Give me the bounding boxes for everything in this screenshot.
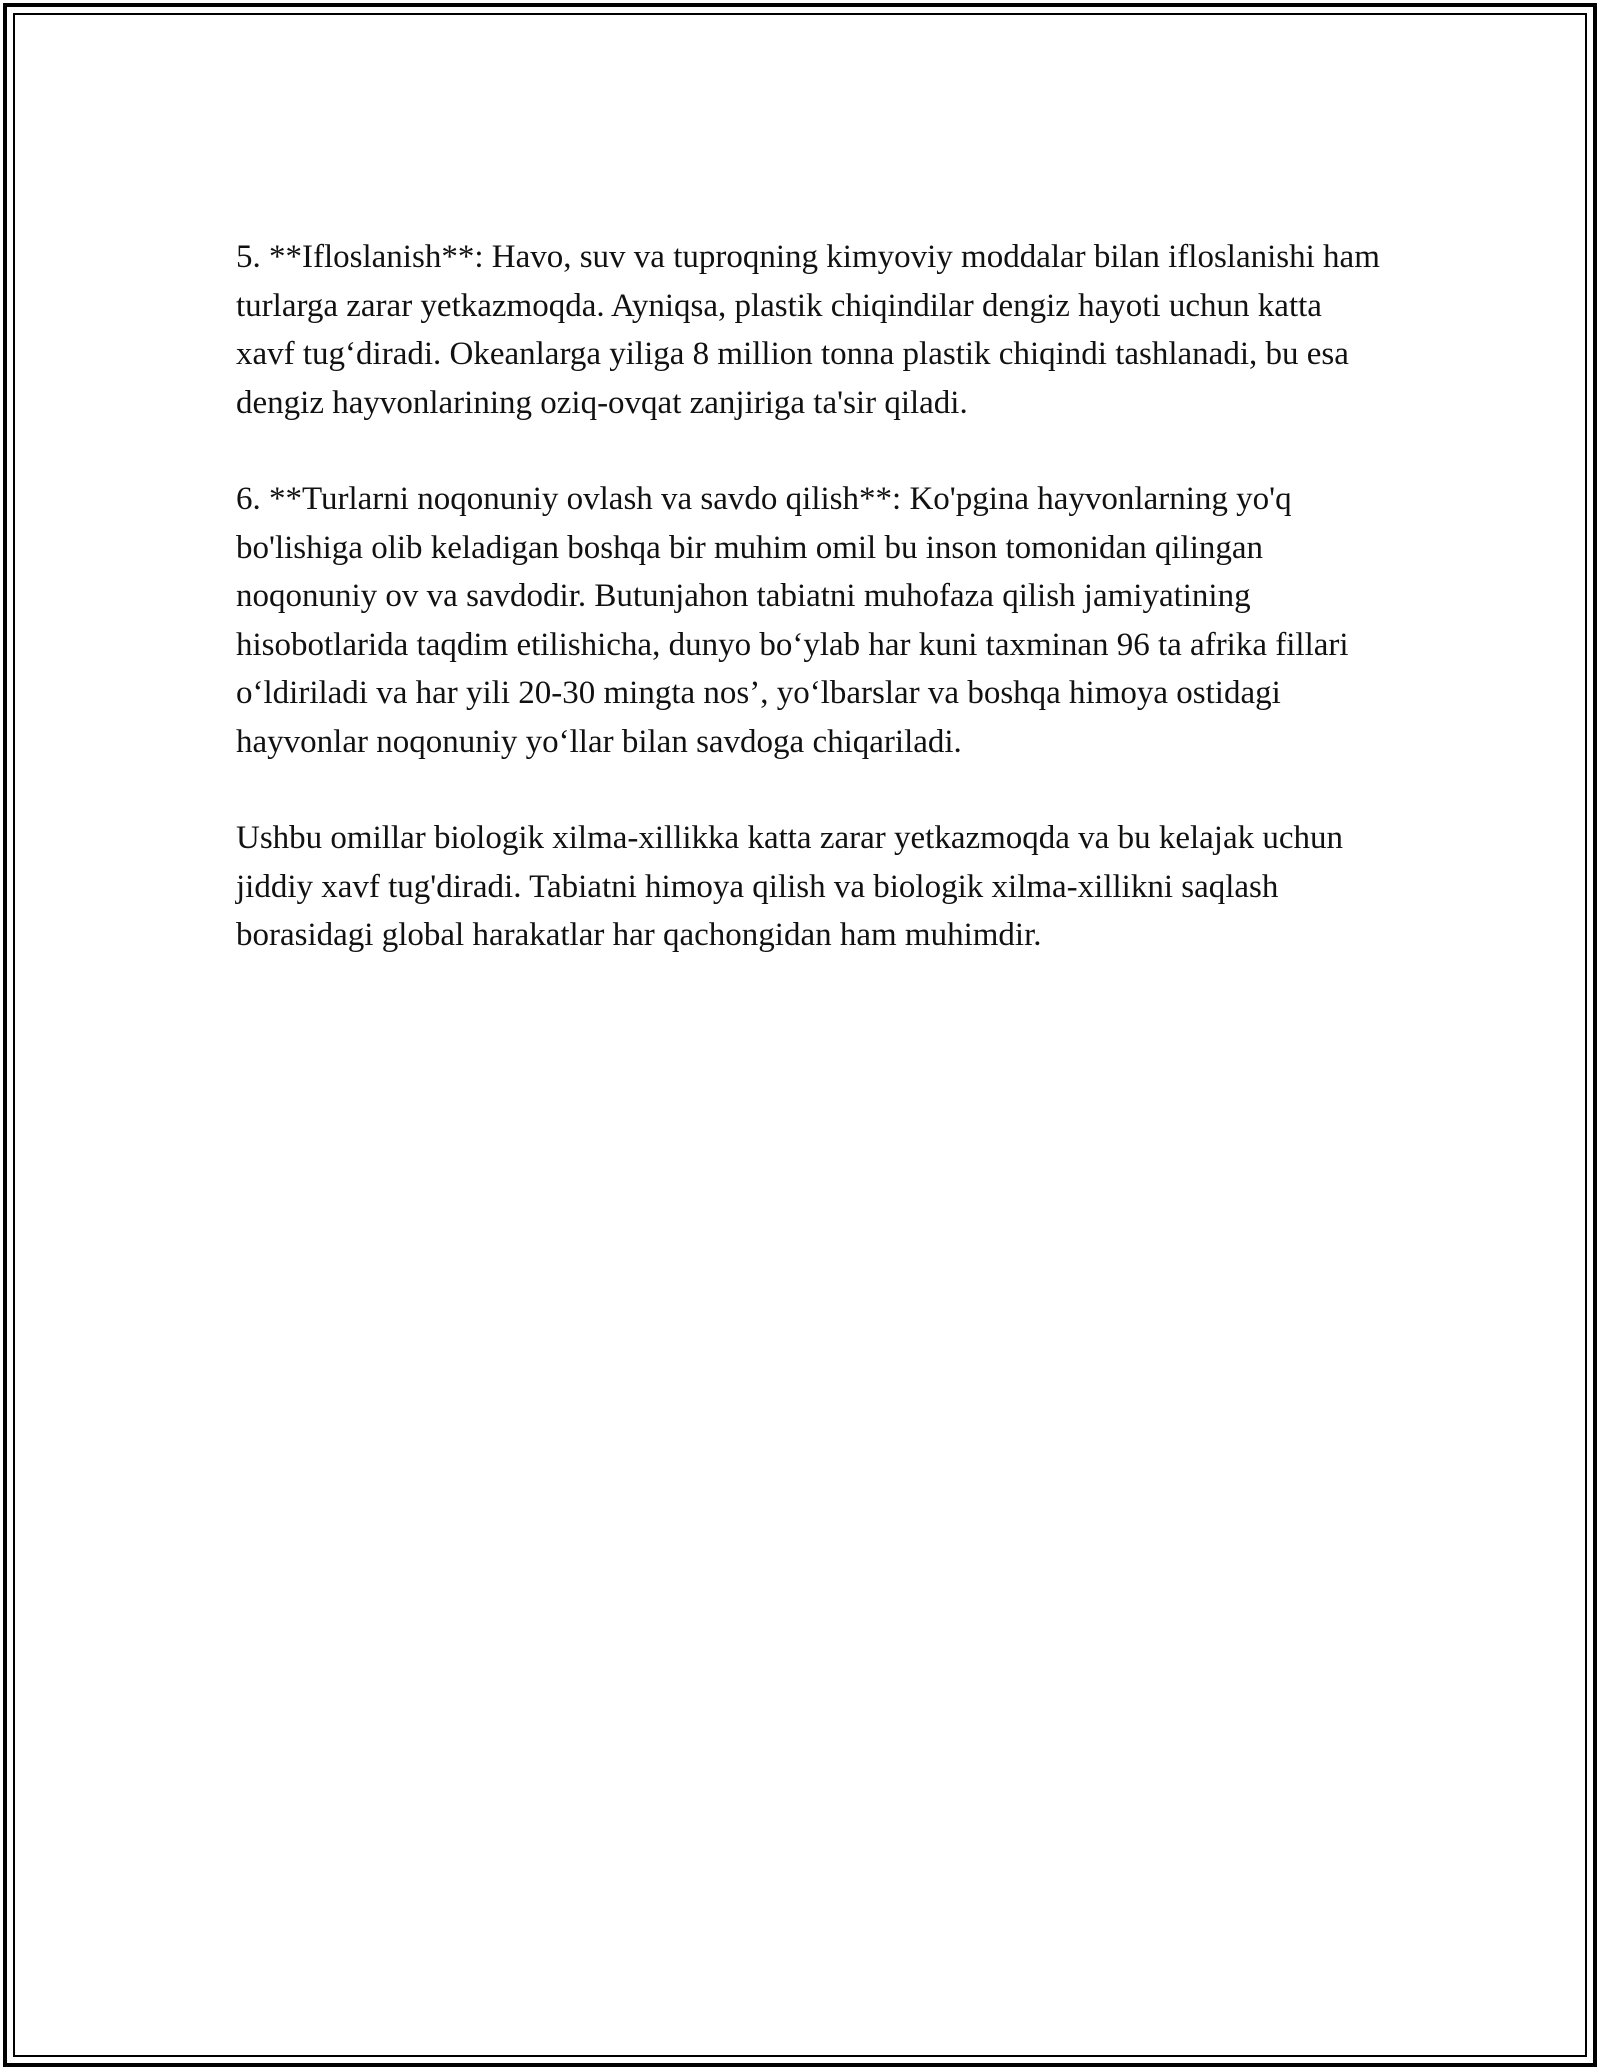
paragraph-illegal-hunting: 6. **Turlarni noqonuniy ovlash va savdo qilish**: Ko'pgina hayvonlarning yo'q bo'lishiga olib keladigan boshqa bir muhim omil bu inson tomonidan qilingan noqonuniy ov va savdodir. Butunjahon tabiatni muhofaza qilish jamiyatining hisobotlarida taqdim etilishicha, dunyo bo‘ylab har kuni taxminan 96 ta afrika fillari o‘ldiriladi va har yili 20-30 mingta nos’, yo‘lbarslar va boshqa himoya ostidagi hayvonlar noqonuniy yo‘llar bilan savdoga chiqariladi. (236, 481, 1349, 760)
paragraph-conclusion: Ushbu omillar biologik xilma-xillikka katta zarar yetkazmoqda va bu kelajak uchun jiddiy xavf tug'diradi. Tabiatni himoya qilish va biologik xilma-xillikni saqlash borasidagi global harakatlar har qachongidan ham muhimdir. (236, 820, 1343, 953)
document-body (236, 233, 1386, 1008)
paragraph-pollution: 5. **Ifloslanish**: Havo, suv va tuproqning kimyoviy moddalar bilan ifloslanishi ham turlarga zarar yetkazmoqda. Ayniqsa, plastik chiqindilar dengiz hayoti uchun katta xavf tug‘diradi. Okeanlarga yiliga 8 million tonna plastik chiqindi tashlanadi, bu esa dengiz hayvonlarining oziq-ovqat zanjiriga ta'sir qiladi. (236, 239, 1380, 421)
